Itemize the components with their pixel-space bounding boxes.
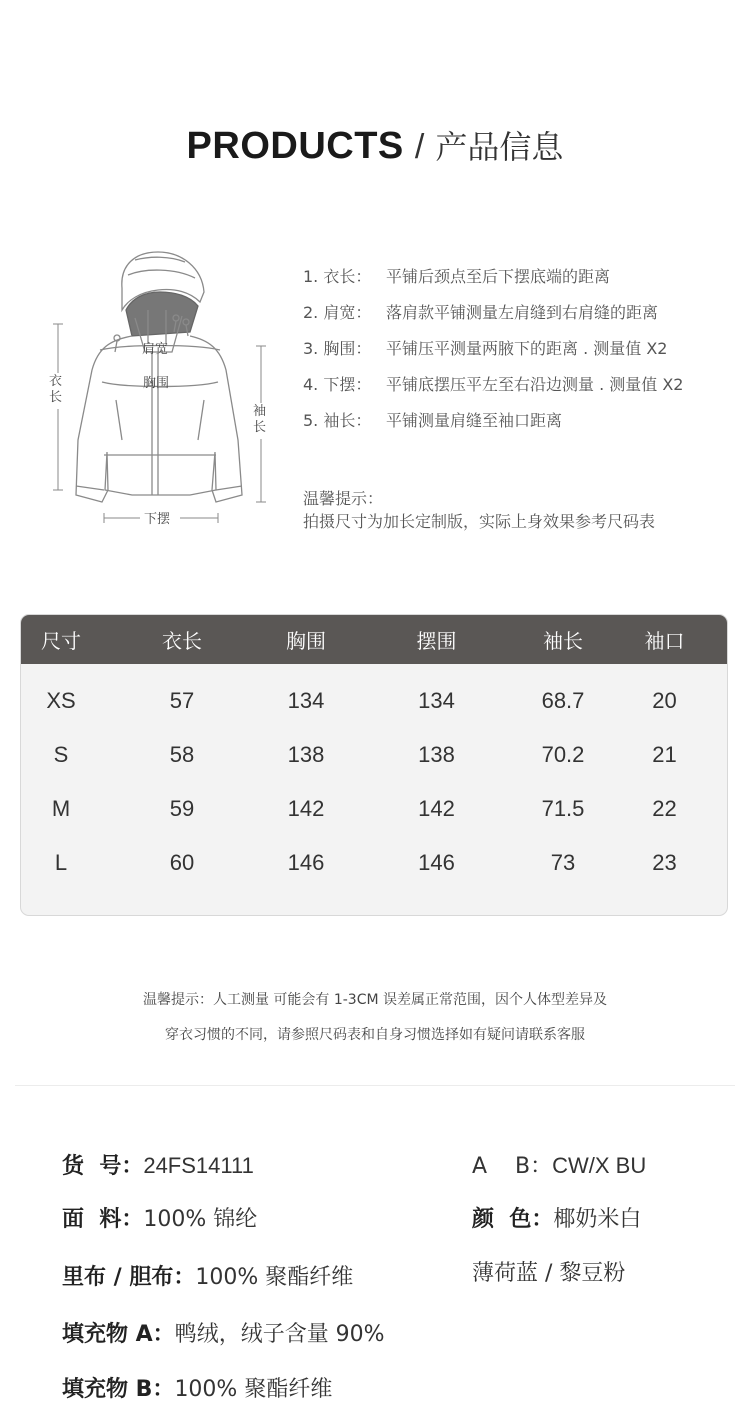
page-title: [0, 122, 750, 168]
measurement-desc: 落肩款平铺测量左肩缝到右肩缝的距离: [386, 303, 659, 322]
header-cell: 衣长: [162, 629, 202, 653]
spec-ab: [472, 1149, 646, 1180]
measurement-item: [303, 372, 733, 408]
header-cell: 袖长: [543, 629, 583, 653]
spec-label: 货 号：: [62, 1154, 144, 1179]
shoulder-label: 肩宽: [142, 342, 169, 357]
table-cell: 57: [169, 688, 195, 713]
table-cell: 134: [287, 688, 325, 713]
table-cell: 146: [287, 850, 325, 875]
spec-value: 100% 聚酯纤维: [174, 1377, 333, 1402]
tip-title: 温馨提示：: [303, 489, 384, 508]
table-cell: 142: [287, 796, 325, 821]
table-cell: 60: [169, 850, 195, 875]
length-label: 衣长: [49, 374, 63, 405]
measurement-label: 5. 袖长：: [303, 411, 372, 430]
chest-label: 胸围: [143, 376, 170, 391]
table-cell: 68.7: [541, 688, 585, 713]
measurement-item: [303, 300, 733, 336]
tip-text: 拍摄尺寸为加长定制版，实际上身效果参考尺码表: [303, 512, 656, 531]
measurement-desc: 平铺底摆压平左至右沿边测量 . 测量值 X2: [386, 375, 684, 394]
sleeve-label: 袖长: [253, 404, 267, 435]
table-cell: 71.5: [541, 796, 585, 821]
table-cell: 146: [418, 850, 455, 875]
spec-label: 颜 色：: [472, 1207, 554, 1232]
measurement-item: [303, 264, 733, 300]
spec-value: 24FS14111: [143, 1153, 254, 1178]
title-separator: /: [414, 128, 425, 166]
table-cell: 134: [418, 688, 455, 713]
table-cell: XS: [46, 688, 76, 713]
spec-label: 填充物 A：: [62, 1322, 175, 1347]
table-row: [21, 836, 727, 890]
header-cell: 摆围: [416, 629, 457, 653]
measurement-item: [303, 408, 733, 444]
spec-label: 里布 / 胆布：: [62, 1265, 196, 1290]
table-cell: 138: [287, 742, 325, 767]
spec-value: 鸭绒，绒子含量 90%: [174, 1322, 385, 1347]
measurement-list: [303, 264, 733, 444]
spec-fill-b: [62, 1372, 332, 1403]
spec-label: A B：: [472, 1154, 553, 1179]
notice-line-2: 穿衣习惯的不同，请参照尺码表和自身习惯选择如有疑问请联系客服: [165, 1027, 585, 1043]
header-cell: 袖口: [644, 629, 685, 653]
spec-color-2: 薄荷蓝 / 黎豆粉: [472, 1261, 626, 1286]
table-cell: 59: [169, 796, 195, 821]
measurement-desc: 平铺测量肩缝至袖口距离: [386, 411, 563, 430]
table-cell: 22: [652, 796, 677, 821]
section-divider: [15, 1085, 735, 1086]
spec-value: 100% 聚酯纤维: [195, 1265, 354, 1290]
size-table-body: [21, 664, 727, 890]
table-cell: 21: [652, 742, 677, 767]
measurement-label: 1. 衣长：: [303, 267, 372, 286]
table-row: [21, 782, 727, 836]
size-table-header: [21, 615, 727, 664]
title-en: PRODUCTS: [186, 125, 404, 167]
notice-line-1: 温馨提示：人工测量 可能会有 1-3CM 误差属正常范围，因个人体型差异及: [142, 992, 608, 1008]
table-row: [21, 728, 727, 782]
size-table: [20, 614, 728, 916]
measurement-label: 2. 肩宽：: [303, 303, 372, 322]
header-cell: 尺寸: [41, 629, 81, 653]
table-cell: 20: [652, 688, 677, 713]
hem-label: 下摆: [144, 512, 171, 527]
measurement-label: 3. 胸围：: [303, 339, 372, 358]
spec-color: [472, 1202, 641, 1233]
table-cell: 138: [418, 742, 455, 767]
table-cell: S: [53, 742, 69, 767]
header-cell: 胸围: [286, 629, 326, 653]
measurement-desc: 平铺压平测量两腋下的距离 . 测量值 X2: [386, 339, 668, 358]
spec-label: 面 料：: [62, 1207, 144, 1232]
title-cn: 产品信息: [435, 128, 564, 166]
spec-fabric: [62, 1202, 257, 1233]
spec-lining: [62, 1260, 353, 1291]
spec-label: 填充物 B：: [62, 1377, 175, 1402]
measurement-desc: 平铺后颈点至后下摆底端的距离: [386, 267, 611, 286]
table-cell: L: [54, 850, 68, 875]
measurement-item: [303, 336, 733, 372]
spec-item-no: [62, 1149, 254, 1180]
table-cell: 23: [652, 850, 677, 875]
spec-value: 椰奶米白: [553, 1207, 642, 1232]
spec-value: 100% 锦纶: [143, 1207, 258, 1232]
table-cell: 142: [418, 796, 455, 821]
table-cell: 70.2: [541, 742, 585, 767]
spec-fill-a: [62, 1317, 385, 1348]
table-cell: 73: [550, 850, 576, 875]
table-cell: 58: [169, 742, 195, 767]
table-row: [21, 674, 727, 728]
spec-value: CW/X BU: [552, 1153, 647, 1178]
table-cell: M: [51, 796, 71, 821]
jacket-sketch: [40, 240, 280, 540]
measurement-label: 4. 下摆：: [303, 375, 372, 394]
